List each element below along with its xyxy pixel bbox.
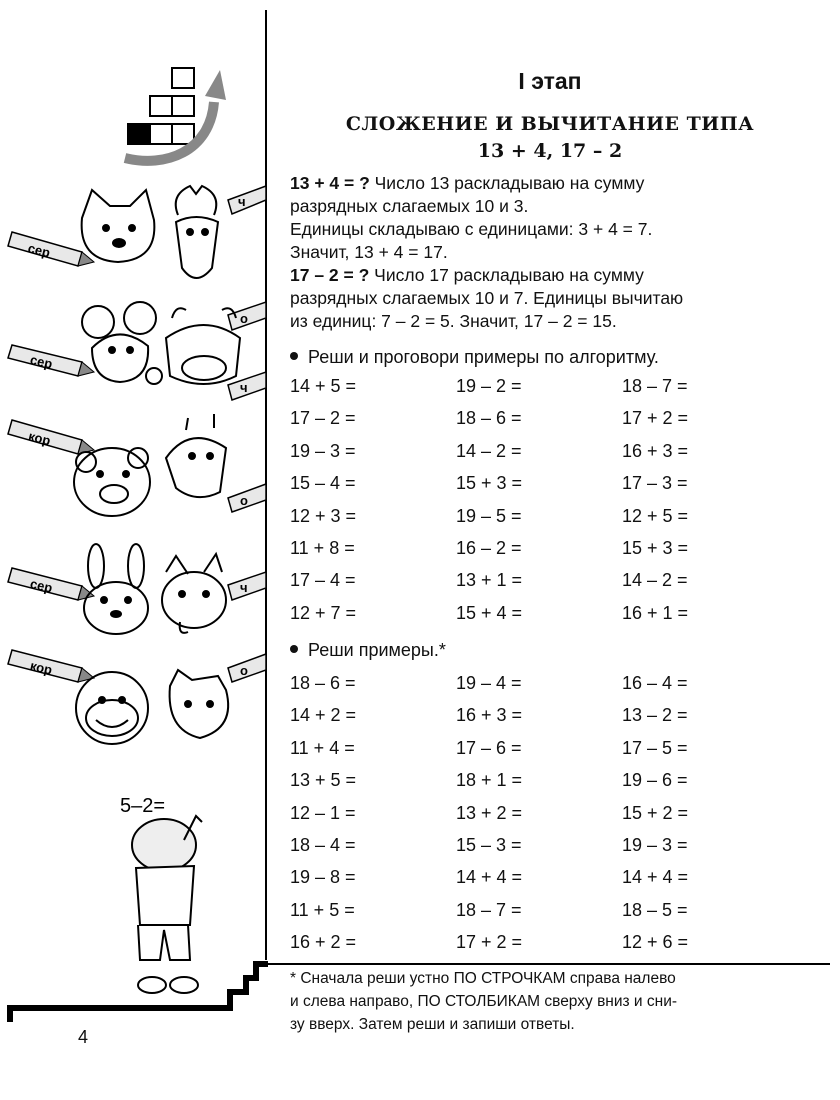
example-item: 19 – 6 = <box>622 770 688 791</box>
pencil-label: сер <box>28 575 54 596</box>
example-item: 19 – 3 = <box>622 834 688 855</box>
example-item: 18 – 4 = <box>290 834 356 855</box>
giraffe-face <box>166 414 226 497</box>
example-item: 11 + 8 = <box>290 537 355 558</box>
explanation-line: из единиц: 7 – 2 = 5. Значит, 17 – 2 = 15. <box>290 311 617 331</box>
example-item: 11 + 4 = <box>290 737 355 758</box>
mouse-face <box>82 302 156 382</box>
pencil-label: сер <box>28 351 54 372</box>
example-item: 16 + 3 = <box>622 440 689 461</box>
example-item: 12 + 3 = <box>290 505 357 526</box>
example-item: 19 – 5 = <box>456 505 522 526</box>
topic-title: СЛОЖЕНИЕ И ВЫЧИТАНИЕ ТИПА <box>345 113 755 135</box>
example-item: 12 – 1 = <box>290 802 356 823</box>
bullet-icon <box>290 645 298 653</box>
example-item: 13 + 2 = <box>456 802 523 823</box>
example-item: 14 – 2 = <box>456 440 522 461</box>
explanation-equation: 17 – 2 = ? <box>290 265 370 285</box>
example-item: 12 + 5 = <box>622 505 689 526</box>
example-item: 15 + 4 = <box>456 602 523 623</box>
pencil-ch-3 <box>228 572 266 600</box>
pencil-o-1 <box>228 302 266 330</box>
explanation-line <box>290 172 644 195</box>
stage-logo <box>125 68 226 161</box>
example-item: 17 – 2 = <box>290 408 356 429</box>
example-item: 13 + 5 = <box>290 770 357 791</box>
example-item: 18 – 6 = <box>456 408 522 429</box>
pencil-label: о <box>240 311 248 326</box>
example-item: 17 + 2 = <box>456 932 523 953</box>
example-item: 12 + 6 = <box>622 932 689 953</box>
pencil-label: о <box>240 663 248 678</box>
explanation-line: разрядных слагаемых 10 и 7. Единицы вычитаю <box>290 288 684 308</box>
example-item: 17 – 5 = <box>622 737 688 758</box>
section1-heading-text: Реши и проговори примеры по алгоритму. <box>308 347 659 367</box>
example-item: 19 – 4 = <box>456 673 522 693</box>
example-item: 13 – 2 = <box>622 705 688 726</box>
example-item: 17 + 2 = <box>622 408 689 429</box>
pencil-kor-1 <box>8 420 94 454</box>
example-item: 16 + 1 = <box>622 602 689 623</box>
explanation-line: разрядных слагаемых 10 и 3. <box>290 196 529 216</box>
example-item: 18 – 7 = <box>456 899 522 920</box>
example-item: 16 – 4 = <box>622 673 688 693</box>
rabbit-face <box>84 544 148 634</box>
bear-face <box>74 448 150 516</box>
example-item: 15 – 3 = <box>456 834 522 855</box>
example-item: 16 + 2 = <box>290 932 357 953</box>
bullet-icon <box>290 352 298 360</box>
example-item: 16 + 3 = <box>456 705 523 726</box>
example-item: 19 – 8 = <box>290 867 356 888</box>
dog-face <box>162 554 226 633</box>
pencil-label: ч <box>240 380 248 395</box>
example-item: 18 – 7 = <box>622 376 688 396</box>
example-item: 15 + 3 = <box>456 473 523 494</box>
monkey-face <box>76 672 148 744</box>
explanation-equation: 13 + 4 = ? <box>290 173 370 193</box>
pencil-label: ч <box>240 580 248 595</box>
section1-heading <box>290 347 659 368</box>
footnote-line: зу вверх. Затем реши и запиши ответы. <box>290 1016 575 1033</box>
example-item: 17 – 4 = <box>290 570 356 591</box>
explanation-text: Число 13 раскладываю на сумму <box>369 173 645 193</box>
examples-grid-1 <box>290 370 830 629</box>
example-item: 19 – 2 = <box>456 376 522 396</box>
pencil-o-2 <box>228 484 266 512</box>
pencil-o-3 <box>228 654 266 682</box>
example-item: 14 + 4 = <box>622 867 689 888</box>
page-number: 4 <box>78 1027 89 1047</box>
example-item: 14 – 2 = <box>622 570 688 591</box>
explanation-line <box>290 264 644 287</box>
example-item: 15 – 4 = <box>290 473 356 494</box>
example-item: 14 + 5 = <box>290 376 357 396</box>
explanation-line: Значит, 13 + 4 = 17. <box>290 242 448 262</box>
footnote <box>290 967 835 1036</box>
chalkboard-text: 5–2= <box>120 795 166 817</box>
example-item: 12 + 7 = <box>290 602 357 623</box>
example-item: 15 + 2 = <box>622 802 689 823</box>
explanation-line: Единицы складываю с единицами: 3 + 4 = 7. <box>290 219 653 239</box>
example-item: 18 + 1 = <box>456 770 523 791</box>
pencil-sers-1 <box>8 232 94 266</box>
pencil-label: кор <box>26 428 53 449</box>
topic-subtitle: 13 + 4, 17 – 2 <box>477 140 623 162</box>
pencil-label: сер <box>26 240 52 261</box>
cat-face <box>82 190 155 262</box>
example-item: 18 – 5 = <box>622 899 688 920</box>
footnote-line: * Сначала реши устно ПО СТРОЧКАМ справа налево <box>290 970 676 987</box>
staircase-decoration <box>10 964 268 1022</box>
explanation-text: Число 17 раскладываю на сумму <box>369 265 644 285</box>
stage-title: I этап <box>518 68 582 94</box>
pencil-ser-2 <box>8 345 94 376</box>
cow-face <box>146 308 240 384</box>
example-item: 16 – 2 = <box>456 537 522 558</box>
example-item: 11 + 5 = <box>290 899 355 920</box>
pencil-ch-1 <box>228 186 266 214</box>
example-item: 14 + 2 = <box>290 705 357 726</box>
pencil-label: ч <box>238 194 246 209</box>
examples-grid-2 <box>290 667 830 959</box>
example-item: 19 – 3 = <box>290 440 356 461</box>
example-item: 18 – 6 = <box>290 673 356 693</box>
boy-figure <box>132 816 202 993</box>
footnote-line: и слева направо, ПО СТОЛБИКАМ сверху вниз и сни- <box>290 993 678 1010</box>
section2-heading <box>290 640 446 661</box>
pencil-kor-2 <box>8 650 94 682</box>
pencil-label: о <box>240 493 248 508</box>
example-item: 13 + 1 = <box>456 570 523 591</box>
example-item: 17 – 3 = <box>622 473 688 494</box>
example-item: 17 – 6 = <box>456 737 522 758</box>
wolf-face <box>170 670 229 738</box>
example-item: 14 + 4 = <box>456 867 523 888</box>
section2-heading-text: Реши примеры.* <box>308 640 446 660</box>
goat-face <box>176 186 218 278</box>
example-item: 15 + 3 = <box>622 537 689 558</box>
pencil-ser-3 <box>8 568 94 600</box>
pencil-label: кор <box>28 657 54 678</box>
